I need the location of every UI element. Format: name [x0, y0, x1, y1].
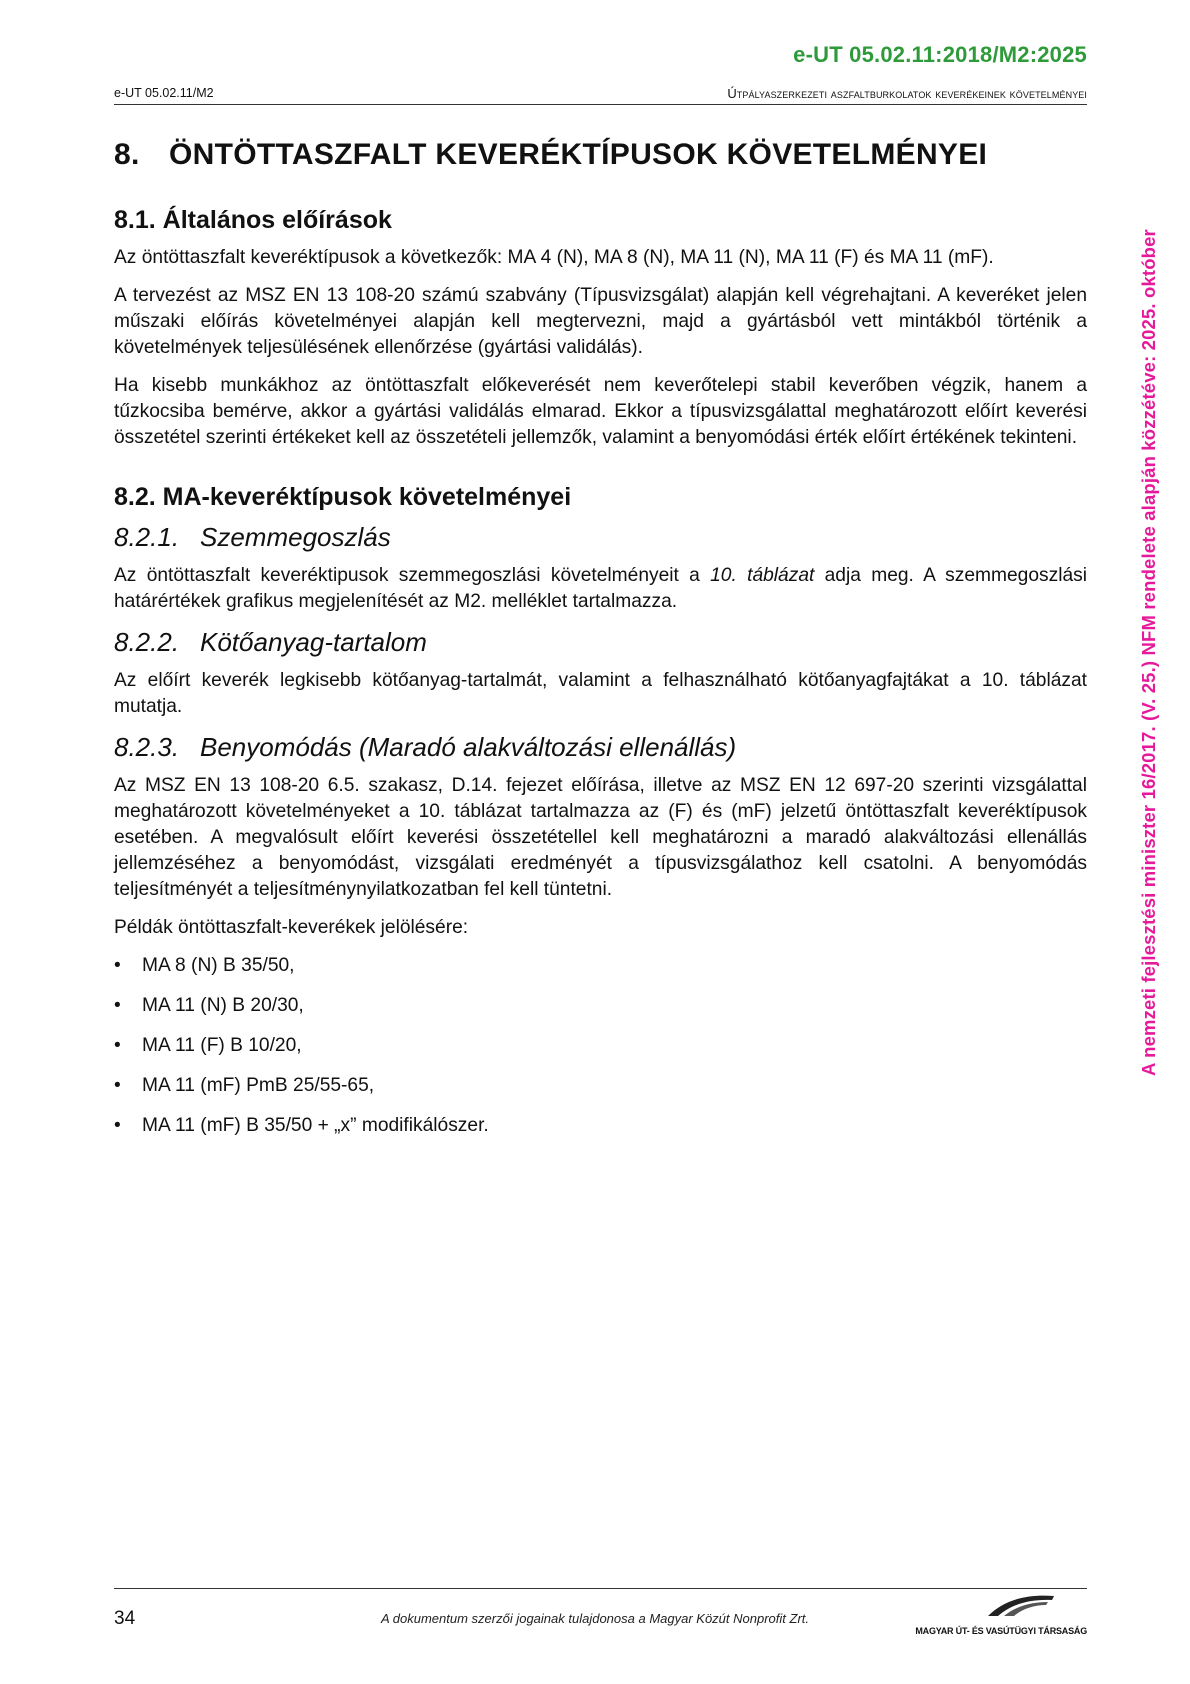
page-content [114, 138, 1087, 1153]
road-swoosh-icon [986, 1592, 1056, 1618]
list-item: • MA 11 (F) B 10/20, [114, 1033, 1087, 1059]
header-document-title: Útpályaszerkezeti aszfaltburkolatok keverékeinek követelményei [727, 86, 1087, 101]
page-number: 34 [114, 1608, 136, 1629]
publication-side-note: A nemzeti fejlesztési miniszter 16/2017. (V. 25.) NFM rendelete alapján közzétéve: 2025. október [1138, 229, 1159, 1076]
chapter-title: ÖNTÖTTASZFALT KEVERÉKTÍPUSOK KÖVETELMÉNYEI [169, 138, 988, 171]
list-item: • MA 8 (N) B 35/50, [114, 953, 1087, 979]
text-run: adja meg. A szemmegoszlási határértékek grafikus megjelenítését az M2. melléklet tartalmazza. [114, 565, 1087, 612]
paragraph: A tervezést az MSZ EN 13 108-20 számú szabvány (Típusvizsgálat) alapján kell végrehajtani. A keveréket jelen műszaki előírás követelményei alapján kell megtervezni, majd a gyártásból vett mintákból történik a követelmények teljesülésének ellenőrzése (gyártási validálás). [114, 285, 1087, 358]
list-item: • MA 11 (mF) PmB 25/55-65, [114, 1073, 1087, 1099]
subsection-8-2-3-heading [114, 732, 1087, 763]
logo-text: MAGYAR ÚT- ÉS VASÚTÜGYI TÁRSASÁG [915, 1626, 1087, 1636]
footer-divider [114, 1588, 1087, 1589]
paragraph: Az öntöttaszfalt keveréktípusok a következők: MA 4 (N), MA 8 (N), MA 11 (N), MA 11 (F) és MA 11 (mF). [114, 247, 994, 268]
subsection-title: Benyomódás (Maradó alakváltozási ellenállás) [200, 732, 737, 762]
examples-intro: Példák öntöttaszfalt-keverékek jelölésére: [114, 917, 469, 938]
subsection-8-2-1-heading [114, 522, 1087, 553]
chapter-heading [114, 138, 1087, 172]
page-header [114, 86, 1087, 105]
subsection-title: Szemmegoszlás [200, 522, 391, 552]
table-reference: 10. táblázat [710, 565, 815, 586]
paragraph: Az MSZ EN 13 108-20 6.5. szakasz, D.14. fejezet előírása, illetve az MSZ EN 12 697-20 szerinti vizsgálattal meghatározott követelményeket a 10. táblázat tartalmazza az (F) és (mF) jelzetű öntöttaszfalt keveréktípusok esetében. A megvalósult előírt keverési összetétellel kell meghatározni a maradó alakváltozási ellenállás jellemzéséhez a benyomódást, vizsgálati eredményét a típusvizsgálathoz kell csatolni. A benyomódás teljesítményét a teljesítménynyilatkozatban fel kell tüntetni. [114, 775, 1087, 900]
list-item: • MA 11 (N) B 20/30, [114, 993, 1087, 1019]
list-item: • MA 11 (mF) B 35/50 + „x” modifikálószer. [114, 1113, 1087, 1139]
paragraph: Ha kisebb munkákhoz az öntöttaszfalt előkeverését nem keverőtelepi stabil keverőben végzik, hanem a tűzkocsiba bemérve, akkor a gyártási validálás elmarad. Ekkor a típusvizsgálattal meghatározott előírt keverési összetétel szerinti értékeket kell az összetételi jellemzők, valamint a benyomódási érték előírt értékének tekinteni. [114, 375, 1087, 448]
subsection-number: 8.2.1. [114, 522, 180, 552]
society-logo [915, 1592, 1087, 1642]
subsection-number: 8.2.3. [114, 732, 180, 762]
section-8-1-heading: 8.1. Általános előírások [114, 206, 392, 234]
subsection-title: Kötőanyag-tartalom [200, 627, 427, 657]
examples-list [114, 953, 1087, 1139]
document-stamp: e-UT 05.02.11:2018/M2:2025 [793, 42, 1087, 67]
header-document-code: e-UT 05.02.11/M2 [114, 86, 214, 100]
paragraph: Az előírt keverék legkisebb kötőanyag-tartalmát, valamint a felhasználható kötőanyagfajtákat a 10. táblázat mutatja. [114, 670, 1087, 717]
section-8-2-heading: 8.2. MA-keveréktípusok követelményei [114, 483, 572, 511]
subsection-number: 8.2.2. [114, 627, 180, 657]
paragraph [114, 563, 1087, 615]
copyright-notice: A dokumentum szerzői jogainak tulajdonosa a Magyar Közút Nonprofit Zrt. [380, 1611, 809, 1626]
chapter-number: 8. [114, 138, 140, 171]
subsection-8-2-2-heading [114, 627, 1087, 658]
text-run: Az öntöttaszfalt keveréktipusok szemmegoszlási követelményeit a [114, 565, 711, 586]
